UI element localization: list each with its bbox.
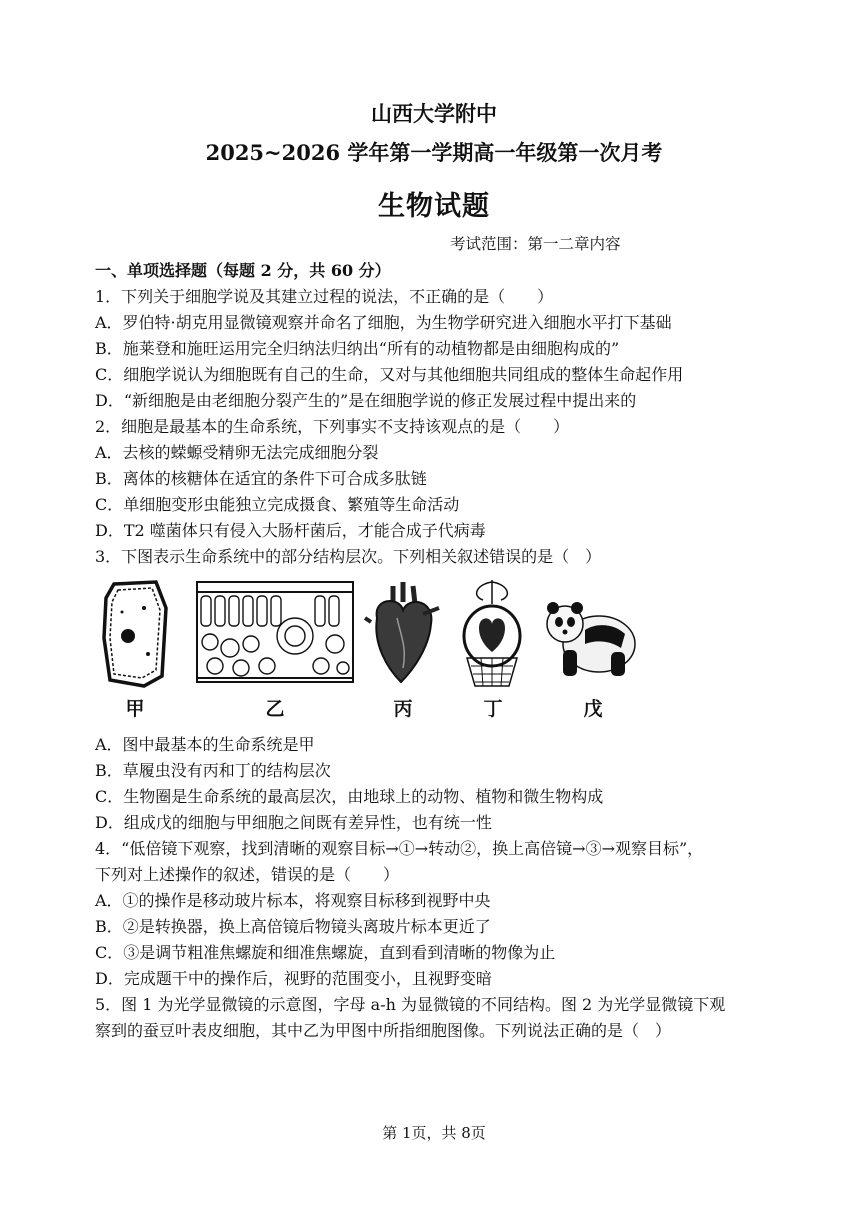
school-name: 山西大学附中 <box>371 101 497 126</box>
question-2-option-d: D．T2 噬菌体只有侵入大肠杆菌后，才能合成子代病毒 <box>95 521 486 540</box>
figure-label-jia: 甲 <box>125 698 145 720</box>
figure-label-wu: 戊 <box>583 698 603 720</box>
question-1-option-c: C．细胞学说认为细胞既有自己的生命，又对与其他细胞共同组成的整体生命起作用 <box>95 365 684 384</box>
exam-title: 2025~2026 学年第一学期高一年级第一次月考 <box>205 140 663 165</box>
question-2-option-b: B．离体的核糖体在适宜的条件下可合成多肽链 <box>95 469 427 488</box>
page-footer: 第 1页，共 8页 <box>382 1124 486 1142</box>
question-1-option-d: D．“新细胞是由老细胞分裂产生的”是在细胞学说的修正发展过程中提出来的 <box>95 391 637 410</box>
figure-label-yi: 乙 <box>265 698 285 720</box>
question-2-option-a: A．去核的蝾螈受精卵无法完成细胞分裂 <box>95 443 379 462</box>
question-4-option-c: C．③是调节粗准焦螺旋和细准焦螺旋，直到看到清晰的物像为止 <box>95 943 556 962</box>
question-3-option-d: D．组成戊的细胞与甲细胞之间既有差异性，也有统一性 <box>95 813 492 832</box>
question-3-option-b: B．草履虫没有丙和丁的结构层次 <box>95 761 331 780</box>
question-1-stem: 1．下列关于细胞学说及其建立过程的说法，不正确的是（ ） <box>95 287 554 306</box>
question-2-option-c: C．单细胞变形虫能独立完成摄食、繁殖等生命活动 <box>95 495 460 514</box>
question-3-option-a: A．图中最基本的生命系统是甲 <box>95 735 315 754</box>
question-4-option-d: D．完成题干中的操作后，视野的范围变小，且视野变暗 <box>95 969 492 988</box>
panda-icon <box>541 578 641 688</box>
question-3-stem: 3．下图表示生命系统中的部分结构层次。下列相关叙述错误的是（ ） <box>95 547 602 566</box>
question-4-option-a: A．①的操作是移动玻片标本，将观察目标移到视野中央 <box>95 891 491 910</box>
leaf-tissue-icon <box>195 578 355 688</box>
question-1-option-b: B．施莱登和施旺运用完全归纳法归纳出“所有的动植物都是由细胞构成的” <box>95 339 620 358</box>
heart-icon <box>363 578 443 688</box>
question-1-option-a: A．罗伯特·胡克用显微镜观察并命名了细胞，为生物学研究进入细胞水平打下基础 <box>95 313 672 332</box>
question-4-stem-line-1: 4．“低倍镜下观察，找到清晰的观察目标→①→转动②，换上高倍镜→③→观察目标”， <box>95 839 704 858</box>
life-system-levels-figure <box>95 578 655 720</box>
question-4-stem-line-2: 下列对上述操作的叙述，错误的是（ ） <box>95 865 400 884</box>
subject-title: 生物试题 <box>378 191 490 222</box>
circulatory-system-icon <box>457 578 527 693</box>
figure-label-bing: 丙 <box>393 698 413 720</box>
figure-label-ding: 丁 <box>483 698 503 720</box>
exam-scope: 考试范围：第一二章内容 <box>450 235 621 253</box>
plant-cell-icon <box>100 578 170 688</box>
question-2-stem: 2．细胞是最基本的生命系统，下列事实不支持该观点的是（ ） <box>95 417 570 436</box>
section-title: 一、单项选择题（每题 2 分，共 60 分） <box>95 261 391 280</box>
question-4-option-b: B．②是转换器，换上高倍镜后物镜头离玻片标本更近了 <box>95 917 491 936</box>
question-5-stem-line-2: 察到的蚕豆叶表皮细胞，其中乙为甲图中所指细胞图像。下列说法正确的是（ ） <box>95 1021 672 1040</box>
question-3-option-c: C．生物圈是生命系统的最高层次，由地球上的动物、植物和微生物构成 <box>95 787 604 806</box>
question-5-stem-line-1: 5．图 1 为光学显微镜的示意图，字母 a-h 为显微镜的不同结构。图 2 为光学显微镜下观 <box>95 995 726 1014</box>
